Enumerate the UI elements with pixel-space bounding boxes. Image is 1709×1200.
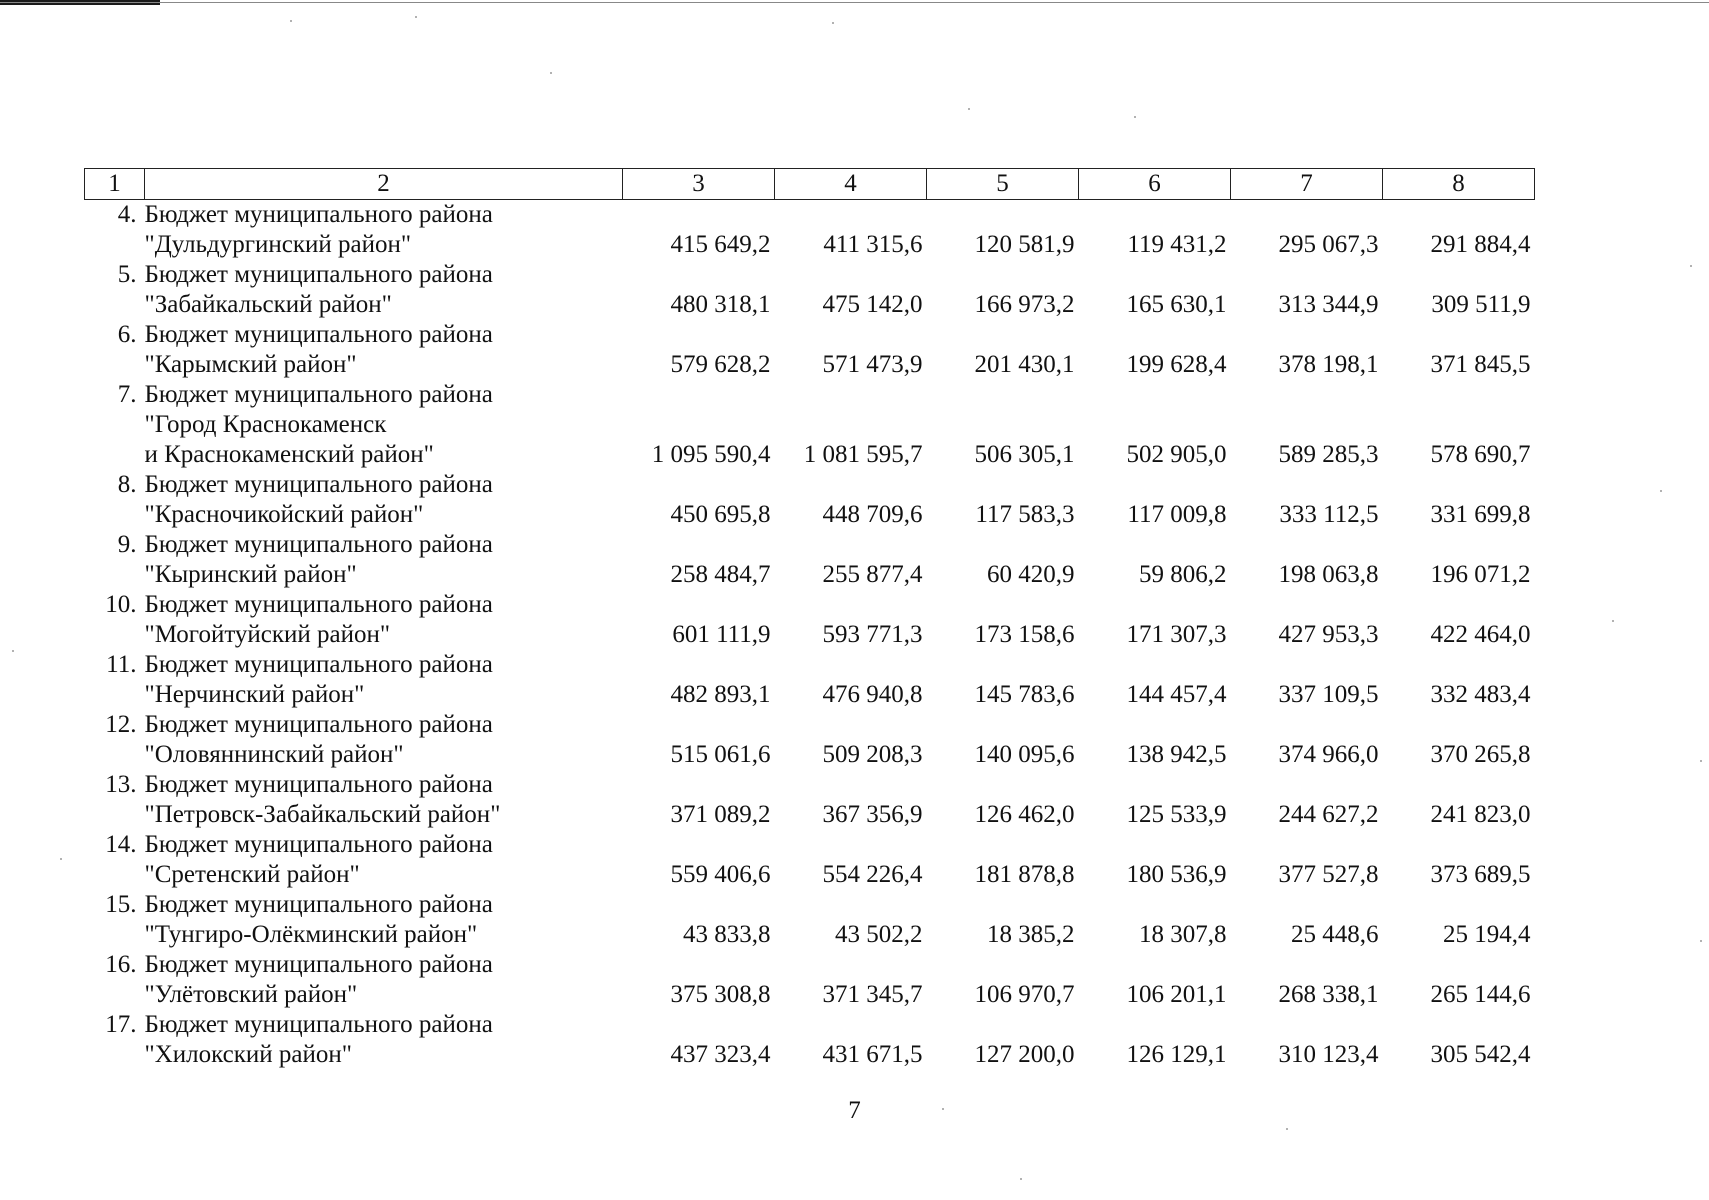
value-col-7: 313 344,9 xyxy=(1278,291,1379,318)
value-col-5: 126 462,0 xyxy=(974,801,1075,828)
table-row xyxy=(85,530,1535,590)
scan-speck xyxy=(1700,760,1702,762)
row-name xyxy=(145,380,623,470)
value-col-8: 332 483,4 xyxy=(1430,681,1531,708)
row-number: 15. xyxy=(105,891,137,918)
row-number: 12. xyxy=(105,711,137,738)
scan-speck xyxy=(60,858,62,860)
row-name-line: Бюджет муниципального района xyxy=(144,321,493,348)
row-number: 16. xyxy=(105,951,137,978)
header-col-5: 5 xyxy=(927,169,1079,200)
value-col-3: 415 649,2 xyxy=(670,231,771,258)
value-col-5: 166 973,2 xyxy=(974,291,1075,318)
value-col-7: 378 198,1 xyxy=(1278,351,1379,378)
row-name-line: Бюджет муниципального района xyxy=(144,711,493,738)
value-col-6: 117 009,8 xyxy=(1127,501,1227,528)
value-col-3: 480 318,1 xyxy=(670,291,771,318)
value-col-6: 199 628,4 xyxy=(1126,351,1227,378)
scan-speck xyxy=(415,16,417,18)
value-col-5: 18 385,2 xyxy=(987,921,1075,948)
row-name-line: "Улётовский район" xyxy=(144,981,358,1008)
row-name-line: "Могойтуйский район" xyxy=(144,621,391,648)
value-col-4: 476 940,8 xyxy=(822,681,923,708)
scan-speck xyxy=(1690,265,1692,267)
row-name-line: Бюджет муниципального района xyxy=(144,651,493,678)
header-col-6: 6 xyxy=(1079,169,1231,200)
value-col-4: 431 671,5 xyxy=(822,1041,923,1068)
table-row xyxy=(85,380,1535,470)
table-row xyxy=(85,200,1535,261)
scan-speck xyxy=(942,1108,944,1110)
value-col-6: 502 905,0 xyxy=(1126,441,1227,468)
value-col-6: 125 533,9 xyxy=(1126,801,1227,828)
value-col-8: 422 464,0 xyxy=(1430,621,1531,648)
row-number: 10. xyxy=(105,591,137,618)
value-col-8: 370 265,8 xyxy=(1430,741,1531,768)
row-name xyxy=(145,650,623,710)
value-col-3: 601 111,9 xyxy=(672,621,771,648)
row-name-line: "Кыринский район" xyxy=(144,561,357,588)
row-name xyxy=(145,770,623,830)
value-col-7: 337 109,5 xyxy=(1278,681,1379,708)
value-col-8: 241 823,0 xyxy=(1430,801,1531,828)
row-name xyxy=(145,320,623,380)
header-col-4: 4 xyxy=(775,169,927,200)
value-col-7: 377 527,8 xyxy=(1278,861,1379,888)
value-col-7: 25 448,6 xyxy=(1291,921,1379,948)
scan-speck xyxy=(1020,1178,1022,1180)
header-row xyxy=(85,169,1535,200)
row-name-line: "Нерчинский район" xyxy=(144,681,365,708)
row-number: 7. xyxy=(117,381,137,408)
value-col-8: 371 845,5 xyxy=(1430,351,1531,378)
row-number: 9. xyxy=(117,531,137,558)
value-col-5: 173 158,6 xyxy=(974,621,1075,648)
table-row xyxy=(85,1010,1535,1070)
page-number: 7 xyxy=(848,1097,861,1124)
value-col-4: 371 345,7 xyxy=(822,981,923,1008)
row-name-line: "Карымский район" xyxy=(144,351,357,378)
row-name-line: Бюджет муниципального района xyxy=(144,201,493,228)
value-col-5: 117 583,3 xyxy=(975,501,1075,528)
row-name xyxy=(145,950,623,1010)
value-col-6: 171 307,3 xyxy=(1126,621,1227,648)
scan-speck xyxy=(968,108,970,110)
row-name-line: "Тунгиро-Олёкминский район" xyxy=(144,921,478,948)
scan-speck xyxy=(832,22,834,24)
row-name-line: "Оловяннинский район" xyxy=(144,741,404,768)
row-number: 6. xyxy=(117,321,137,348)
row-name-line: и Краснокаменский район" xyxy=(144,441,434,468)
value-col-4: 571 473,9 xyxy=(822,351,923,378)
value-col-8: 578 690,7 xyxy=(1430,441,1531,468)
header-col-8: 8 xyxy=(1383,169,1535,200)
scan-speck xyxy=(290,20,292,22)
value-col-5: 506 305,1 xyxy=(974,441,1075,468)
table-row xyxy=(85,470,1535,530)
row-name-line: Бюджет муниципального района xyxy=(144,591,493,618)
value-col-4: 367 356,9 xyxy=(822,801,923,828)
row-name-line: "Хилокский район" xyxy=(144,1041,352,1068)
table-row xyxy=(85,890,1535,950)
row-name-line: "Дульдургинский район" xyxy=(144,231,412,258)
value-col-3: 371 089,2 xyxy=(670,801,771,828)
row-name-line: Бюджет муниципального района xyxy=(144,831,493,858)
value-col-3: 515 061,6 xyxy=(670,741,771,768)
value-col-8: 25 194,4 xyxy=(1443,921,1531,948)
value-col-4: 593 771,3 xyxy=(822,621,923,648)
table-row xyxy=(85,950,1535,1010)
value-col-5: 60 420,9 xyxy=(987,561,1075,588)
value-col-8: 331 699,8 xyxy=(1430,501,1531,528)
value-col-3: 437 323,4 xyxy=(670,1041,771,1068)
row-name xyxy=(145,470,623,530)
row-number: 5. xyxy=(117,261,137,288)
value-col-8: 309 511,9 xyxy=(1431,291,1531,318)
scan-speck xyxy=(1612,620,1614,622)
value-col-4: 43 502,2 xyxy=(835,921,923,948)
value-col-7: 244 627,2 xyxy=(1278,801,1379,828)
value-col-3: 375 308,8 xyxy=(670,981,771,1008)
table-row xyxy=(85,590,1535,650)
value-col-8: 305 542,4 xyxy=(1430,1041,1531,1068)
value-col-6: 126 129,1 xyxy=(1126,1041,1227,1068)
table-row xyxy=(85,710,1535,770)
header-col-1: 1 xyxy=(85,169,145,200)
value-col-4: 475 142,0 xyxy=(822,291,923,318)
value-col-5: 201 430,1 xyxy=(974,351,1075,378)
row-number: 11. xyxy=(106,651,137,678)
row-name-line: Бюджет муниципального района xyxy=(144,891,493,918)
table-body xyxy=(85,200,1535,1071)
row-name xyxy=(145,830,623,890)
value-col-4: 509 208,3 xyxy=(822,741,923,768)
value-col-6: 106 201,1 xyxy=(1126,981,1227,1008)
row-name-line: Бюджет муниципального района xyxy=(144,261,493,288)
value-col-7: 374 966,0 xyxy=(1278,741,1379,768)
scan-speck xyxy=(1660,490,1662,492)
row-number: 8. xyxy=(117,471,137,498)
value-col-7: 333 112,5 xyxy=(1279,501,1379,528)
value-col-5: 181 878,8 xyxy=(974,861,1075,888)
value-col-5: 106 970,7 xyxy=(974,981,1075,1008)
table-row xyxy=(85,770,1535,830)
row-name xyxy=(145,1010,623,1070)
row-number: 4. xyxy=(117,201,137,228)
value-col-8: 196 071,2 xyxy=(1430,561,1531,588)
value-col-5: 127 200,0 xyxy=(974,1041,1075,1068)
row-number: 14. xyxy=(105,831,137,858)
value-col-3: 579 628,2 xyxy=(670,351,771,378)
row-number: 13. xyxy=(105,771,137,798)
value-col-7: 268 338,1 xyxy=(1278,981,1379,1008)
value-col-6: 59 806,2 xyxy=(1139,561,1227,588)
value-col-6: 165 630,1 xyxy=(1126,291,1227,318)
row-name-line: "Забайкальский район" xyxy=(144,291,392,318)
value-col-4: 554 226,4 xyxy=(822,861,923,888)
value-col-5: 120 581,9 xyxy=(974,231,1075,258)
table-header xyxy=(85,169,1535,200)
value-col-5: 145 783,6 xyxy=(974,681,1075,708)
row-name-line: Бюджет муниципального района xyxy=(144,1011,493,1038)
value-col-7: 295 067,3 xyxy=(1278,231,1379,258)
table-row xyxy=(85,830,1535,890)
value-col-8: 291 884,4 xyxy=(1430,231,1531,258)
value-col-4: 448 709,6 xyxy=(822,501,923,528)
value-col-3: 559 406,6 xyxy=(670,861,771,888)
row-number: 17. xyxy=(105,1011,137,1038)
table-row xyxy=(85,650,1535,710)
row-name-line: Бюджет муниципального района xyxy=(144,381,493,408)
value-col-7: 310 123,4 xyxy=(1278,1041,1379,1068)
row-name-line: "Петровск-Забайкальский район" xyxy=(144,801,501,828)
value-col-7: 589 285,3 xyxy=(1278,441,1379,468)
header-col-2: 2 xyxy=(145,169,623,200)
value-col-4: 411 315,6 xyxy=(823,231,923,258)
row-name xyxy=(145,530,623,590)
value-col-6: 180 536,9 xyxy=(1126,861,1227,888)
value-col-3: 482 893,1 xyxy=(670,681,771,708)
row-name xyxy=(145,590,623,650)
scan-speck xyxy=(1286,1128,1288,1130)
scan-speck xyxy=(12,650,14,652)
value-col-7: 427 953,3 xyxy=(1278,621,1379,648)
row-name-line: "Сретенский район" xyxy=(144,861,360,888)
value-col-6: 119 431,2 xyxy=(1127,231,1227,258)
row-name-line: Бюджет муниципального района xyxy=(144,951,493,978)
value-col-5: 140 095,6 xyxy=(974,741,1075,768)
table-row xyxy=(85,260,1535,320)
value-col-4: 255 877,4 xyxy=(822,561,923,588)
header-col-3: 3 xyxy=(623,169,775,200)
row-name xyxy=(145,890,623,950)
row-name-line: "Красночикойский район" xyxy=(144,501,424,528)
header-col-7: 7 xyxy=(1231,169,1383,200)
value-col-3: 258 484,7 xyxy=(670,561,771,588)
budget-table xyxy=(84,168,1535,1070)
row-name xyxy=(145,260,623,320)
row-name-line: Бюджет муниципального района xyxy=(144,471,493,498)
value-col-3: 43 833,8 xyxy=(683,921,771,948)
value-col-3: 450 695,8 xyxy=(670,501,771,528)
value-col-6: 144 457,4 xyxy=(1126,681,1227,708)
row-name-line: Бюджет муниципального района xyxy=(144,771,493,798)
row-name-line: "Город Краснокаменск xyxy=(144,411,387,438)
row-name xyxy=(145,710,623,770)
value-col-7: 198 063,8 xyxy=(1278,561,1379,588)
scan-speck xyxy=(1700,940,1702,942)
scan-speck xyxy=(1134,116,1136,118)
value-col-8: 373 689,5 xyxy=(1430,861,1531,888)
row-name xyxy=(145,200,623,261)
value-col-8: 265 144,6 xyxy=(1430,981,1531,1008)
value-col-4: 1 081 595,7 xyxy=(803,441,923,468)
value-col-6: 138 942,5 xyxy=(1126,741,1227,768)
value-col-6: 18 307,8 xyxy=(1139,921,1227,948)
scan-speck xyxy=(550,72,552,74)
table-row xyxy=(85,320,1535,380)
value-col-3: 1 095 590,4 xyxy=(651,441,771,468)
row-name-line: Бюджет муниципального района xyxy=(144,531,493,558)
